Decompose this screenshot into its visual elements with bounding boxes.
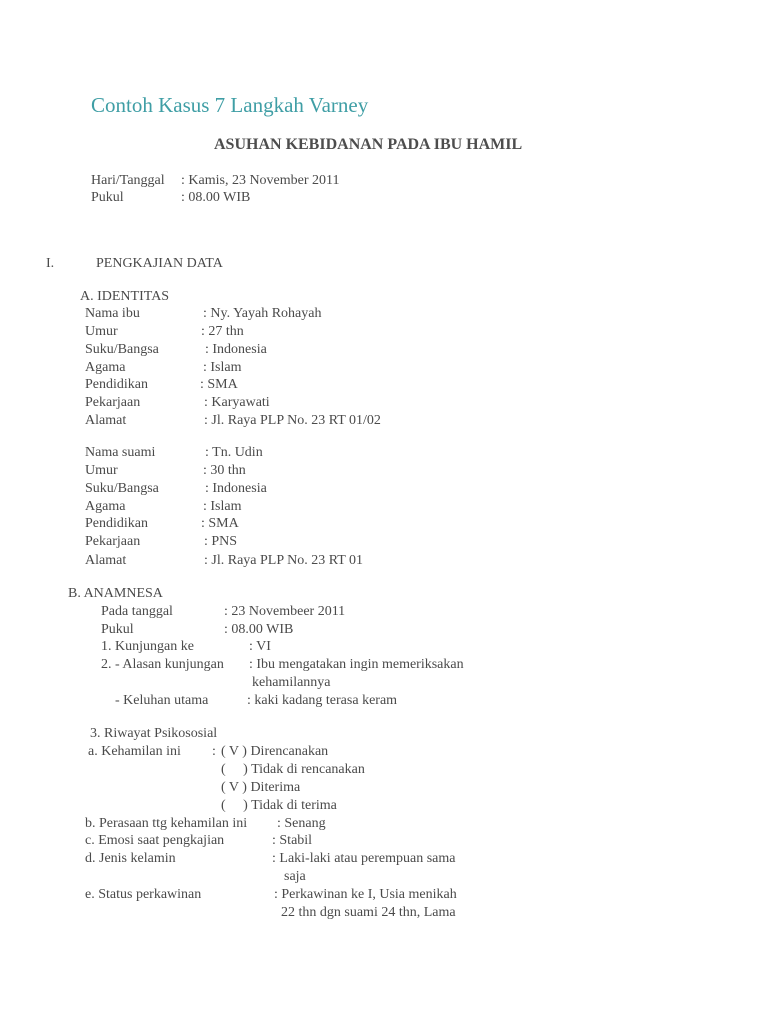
option-text: Tidak di rencanakan bbox=[251, 762, 365, 777]
kunjungan-label: 1. Kunjungan ke bbox=[101, 639, 194, 654]
suami-value: : PNS bbox=[204, 534, 238, 549]
suami-label: Nama suami bbox=[85, 445, 156, 460]
kehamilan-label: a. Kehamilan ini bbox=[88, 744, 181, 759]
ibu-value: : Islam bbox=[203, 360, 242, 375]
jenis-kelamin-continued: saja bbox=[284, 869, 306, 884]
suami-label: Pekarjaan bbox=[85, 534, 141, 549]
psikososial-heading: 3. Riwayat Psikososial bbox=[90, 726, 218, 741]
suami-label: Suku/Bangsa bbox=[85, 481, 159, 496]
pada-tanggal-label: Pada tanggal bbox=[101, 604, 173, 619]
suami-label: Umur bbox=[85, 463, 118, 478]
label-hari-tanggal: Hari/Tanggal bbox=[91, 173, 165, 188]
perasaan-value: : Senang bbox=[277, 816, 326, 831]
suami-value: : SMA bbox=[201, 516, 239, 531]
emosi-label: c. Emosi saat pengkajian bbox=[85, 833, 225, 848]
ibu-value: : Ny. Yayah Rohayah bbox=[203, 306, 322, 321]
suami-value: : Indonesia bbox=[205, 481, 267, 496]
status-continued: 22 thn dgn suami 24 thn, Lama bbox=[281, 905, 456, 920]
jenis-kelamin-value: : Laki-laki atau perempuan sama bbox=[272, 851, 456, 866]
option-tidak-direncanakan bbox=[221, 761, 365, 778]
kunjungan-value: : VI bbox=[249, 639, 271, 654]
ibu-value: : Karyawati bbox=[204, 395, 270, 410]
suami-value: : Islam bbox=[203, 499, 242, 514]
suami-value: : Tn. Udin bbox=[205, 445, 263, 460]
section-number: I. bbox=[46, 256, 55, 271]
keluhan-label: - Keluhan utama bbox=[115, 693, 209, 708]
check-mark: ( ) bbox=[221, 762, 248, 777]
value-pukul: : 08.00 WIB bbox=[181, 190, 251, 205]
ibu-value: : Jl. Raya PLP No. 23 RT 01/02 bbox=[204, 413, 381, 428]
identitas-heading: A. IDENTITAS bbox=[80, 289, 170, 304]
check-mark: ( ) bbox=[221, 798, 248, 813]
anamnesa-heading: B. ANAMNESA bbox=[68, 586, 163, 601]
suami-value: : Jl. Raya PLP No. 23 RT 01 bbox=[204, 553, 364, 568]
document-subtitle: ASUHAN KEBIDANAN PADA IBU HAMIL bbox=[214, 136, 523, 153]
section-title: PENGKAJIAN DATA bbox=[96, 256, 223, 271]
alasan-label: 2. - Alasan kunjungan bbox=[101, 657, 224, 672]
pukul-label: Pukul bbox=[101, 622, 134, 637]
ibu-label: Agama bbox=[85, 360, 126, 375]
option-direncanakan bbox=[221, 743, 328, 760]
ibu-label: Umur bbox=[85, 324, 118, 339]
suami-label: Pendidikan bbox=[85, 516, 148, 531]
label-pukul: Pukul bbox=[91, 190, 124, 205]
pukul-value: : 08.00 WIB bbox=[224, 622, 294, 637]
alasan-continued: kehamilannya bbox=[252, 675, 331, 690]
value-hari-tanggal: : Kamis, 23 November 2011 bbox=[181, 173, 340, 188]
emosi-value: : Stabil bbox=[272, 833, 313, 848]
document-title: Contoh Kasus 7 Langkah Varney bbox=[91, 93, 369, 117]
ibu-label: Pendidikan bbox=[85, 377, 148, 392]
ibu-label: Alamat bbox=[85, 413, 127, 428]
ibu-label: Nama ibu bbox=[85, 306, 140, 321]
option-text: Direncanakan bbox=[250, 744, 329, 759]
status-value: : Perkawinan ke I, Usia menikah bbox=[274, 887, 457, 902]
option-tidak-diterima bbox=[221, 797, 337, 814]
suami-label: Alamat bbox=[85, 553, 127, 568]
check-mark: ( V ) bbox=[221, 744, 247, 759]
perasaan-label: b. Perasaan ttg kehamilan ini bbox=[85, 816, 248, 831]
ibu-value: : Indonesia bbox=[205, 342, 267, 357]
option-diterima bbox=[221, 779, 300, 796]
keluhan-value: : kaki kadang terasa keram bbox=[247, 693, 398, 708]
check-mark: ( V ) bbox=[221, 780, 247, 795]
ibu-label: Pekarjaan bbox=[85, 395, 141, 410]
status-label: e. Status perkawinan bbox=[85, 887, 202, 902]
ibu-value: : 27 thn bbox=[201, 324, 244, 339]
suami-label: Agama bbox=[85, 499, 126, 514]
kehamilan-colon: : bbox=[212, 744, 216, 759]
alasan-value: : Ibu mengatakan ingin memeriksakan bbox=[249, 657, 464, 672]
ibu-label: Suku/Bangsa bbox=[85, 342, 159, 357]
suami-value: : 30 thn bbox=[203, 463, 246, 478]
option-text: Tidak di terima bbox=[251, 798, 337, 813]
jenis-kelamin-label: d. Jenis kelamin bbox=[85, 851, 176, 866]
pada-tanggal-value: : 23 Novembeer 2011 bbox=[224, 604, 346, 619]
option-text: Diterima bbox=[250, 780, 301, 795]
ibu-value: : SMA bbox=[200, 377, 238, 392]
